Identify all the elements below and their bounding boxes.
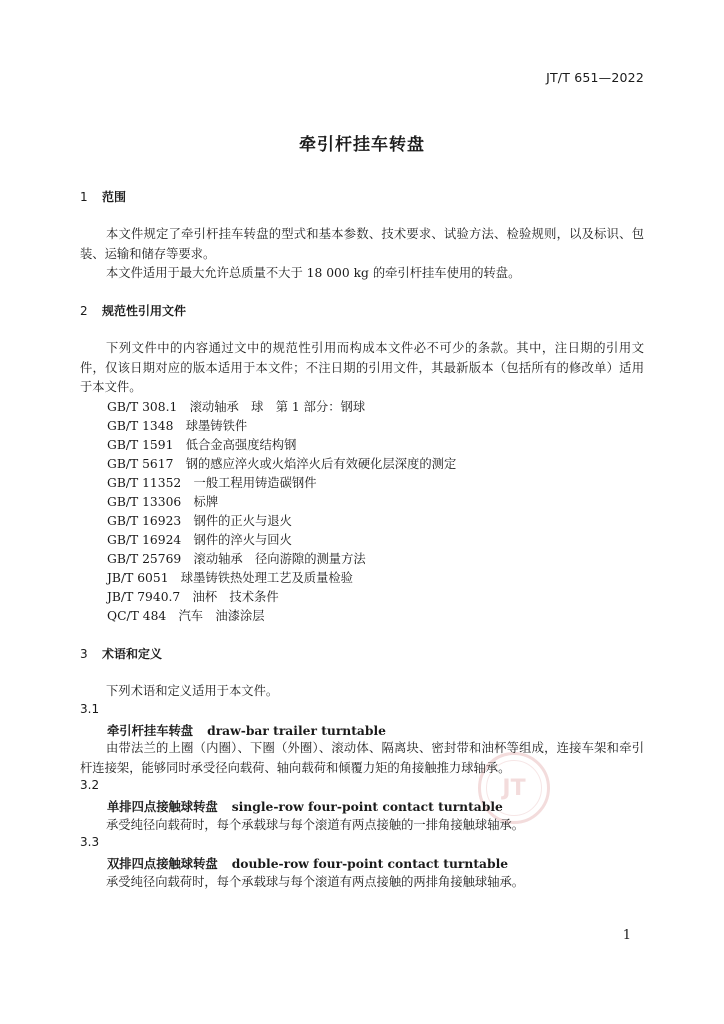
reference-item: JB/T 7940.7 油杯 技术条件: [107, 590, 279, 604]
section-title: 范围: [102, 190, 127, 204]
term-definition: 承受纯径向载荷时，每个承载球与每个滚道有两点接触的一排角接触球轴承。: [106, 818, 525, 832]
jt-watermark-seal: JT: [478, 752, 550, 824]
term-name-english: double-row four-point contact turntable: [231, 856, 509, 871]
section-title: 术语和定义: [102, 647, 163, 661]
section-number: 1: [80, 190, 88, 204]
standard-code: JT/T 651—2022: [546, 70, 644, 85]
section-number: 2: [80, 304, 88, 318]
term-definition: 由带法兰的上圈（内圈）、下圈（外圈）、滚动体、隔离块、密封带和油杯等组成，连接车架和牵引杆连接架，能够同时承受径向载荷、轴向载荷和倾覆力矩的角接触推力球轴承。: [80, 741, 644, 775]
reference-item: GB/T 11352 一般工程用铸造碳钢件: [107, 476, 317, 490]
section-heading-normative-references: [80, 302, 186, 319]
term-name: [107, 721, 386, 739]
term-name-chinese: 牵引杆挂车转盘: [107, 723, 194, 738]
section-heading-scope: [80, 188, 126, 205]
term-name-english: draw-bar trailer turntable: [207, 723, 386, 738]
term-number: 3.1: [80, 702, 100, 716]
document-title: 牵引杆挂车转盘: [299, 135, 425, 155]
page-number: 1: [622, 928, 631, 943]
term-name-english: single-row four-point contact turntable: [231, 799, 503, 814]
term-number: 3.3: [80, 835, 100, 849]
section-heading-terms: [80, 645, 162, 662]
scope-paragraph: 本文件规定了牵引杆挂车转盘的型式和基本参数、技术要求、试验方法、检验规则，以及标识、包装、运输和储存等要求。: [80, 227, 644, 261]
reference-item: GB/T 25769 滚动轴承 径向游隙的测量方法: [107, 552, 366, 566]
term-name: [107, 797, 503, 815]
terms-intro-paragraph: 下列术语和定义适用于本文件。: [106, 684, 279, 698]
term-name: [107, 854, 508, 872]
reference-item: GB/T 5617 钢的感应淬火或火焰淬火后有效硬化层深度的测定: [107, 457, 457, 471]
references-intro-paragraph: 下列文件中的内容通过文中的规范性引用而构成本文件必不可少的条款。其中，注日期的引用文件，仅该日期对应的版本适用于本文件；不注日期的引用文件，其最新版本（包括所有的修改单）适用于本文件。: [80, 341, 644, 394]
section-title: 规范性引用文件: [102, 304, 187, 318]
scope-paragraph: 本文件适用于最大允许总质量不大于 18 000 kg 的牵引杆挂车使用的转盘。: [106, 266, 521, 280]
reference-item: GB/T 13306 标牌: [107, 495, 219, 509]
reference-item: JB/T 6051 球墨铸铁热处理工艺及质量检验: [107, 571, 353, 585]
term-number: 3.2: [80, 778, 100, 792]
term-definition: 承受纯径向载荷时，每个承载球与每个滚道有两点接触的两排角接触球轴承。: [106, 875, 525, 889]
term-name-chinese: 双排四点接触球转盘: [107, 856, 218, 871]
term-name-chinese: 单排四点接触球转盘: [107, 799, 218, 814]
reference-item: QC/T 484 汽车 油漆涂层: [107, 609, 265, 623]
reference-item: GB/T 16923 钢件的正火与退火: [107, 514, 292, 528]
reference-item: GB/T 1348 球墨铸铁件: [107, 419, 248, 433]
reference-item: GB/T 308.1 滚动轴承 球 第 1 部分：钢球: [107, 400, 366, 414]
reference-item: GB/T 1591 低合金高强度结构钢: [107, 438, 297, 452]
section-number: 3: [80, 647, 88, 661]
reference-item: GB/T 16924 钢件的淬火与回火: [107, 533, 292, 547]
